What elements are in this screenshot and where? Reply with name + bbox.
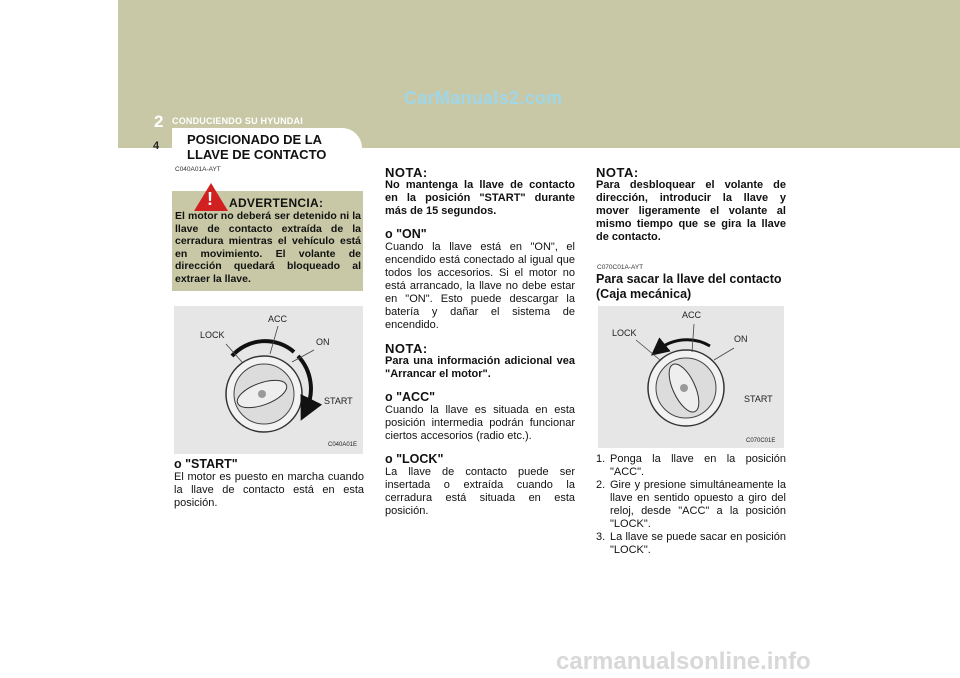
- nota1-title: NOTA:: [385, 165, 428, 180]
- chapter-title: CONDUCIENDO SU HYUNDAI: [172, 116, 303, 126]
- right-code: C070C01A-AYT: [597, 264, 644, 271]
- right-section-title-wrap: [596, 272, 786, 302]
- warning-icon: [194, 183, 228, 211]
- warning-icon-symbol: !: [207, 189, 213, 209]
- lock-body: La llave de contacto puede ser insertada o extraída cuando la cerradura está situada en esta posición.: [385, 466, 575, 517]
- warning-title: ADVERTENCIA:: [229, 196, 324, 210]
- fig2-code: C070C01E: [746, 438, 776, 444]
- nota2-body: Para una información adicional vea "Arrancar el motor".: [385, 355, 575, 380]
- step-text: Gire y presione simultáneamente la llave en sentido opuesto a giro del reloj, desde "ACC" a la posición "LOCK".: [610, 479, 786, 530]
- acc-body: Cuando la llave es situada en esta posición intermedia podrán funcionar ciertos accesorios (radio etc.).: [385, 404, 575, 442]
- right-text-top: [596, 166, 786, 244]
- chapter-number: 2: [154, 112, 164, 131]
- acc2-leader: [692, 324, 694, 352]
- fig2-label-acc: ACC: [682, 310, 702, 320]
- step-number: 3.: [596, 531, 606, 543]
- key-center: [258, 390, 266, 398]
- fig1-label-start: START: [324, 396, 353, 406]
- key2-center: [680, 384, 688, 392]
- step-item: [596, 453, 786, 479]
- step-text: Ponga la llave en la posición "ACC".: [610, 453, 786, 478]
- on2-leader: [714, 348, 734, 360]
- step-text: La llave se puede sacar en posición "LOCK".: [610, 531, 786, 556]
- nota2-title: NOTA:: [385, 341, 428, 356]
- middle-text-column: [385, 166, 575, 518]
- right-nota-body: Para desbloquear el volante de dirección, introducir la llave y mover ligeramente el volante al mismo tiempo que se gira la llave de contacto.: [596, 179, 786, 243]
- lock2-leader: [636, 340, 660, 360]
- fig2-label-lock: LOCK: [612, 328, 637, 338]
- ignition-figure-1: [174, 306, 363, 454]
- right-steps-column: [596, 453, 786, 557]
- fig1-label-lock: LOCK: [200, 330, 225, 340]
- lock-heading: o "LOCK": [385, 452, 444, 466]
- fig2-label-on: ON: [734, 334, 748, 344]
- warning-body: El motor no deberá ser detenido ni la llave de contacto extraída de la cerradura mientras el vehículo está en movimiento. El volante de dirección quedará bloqueado al extraer la llave.: [175, 210, 361, 285]
- acc-heading: o "ACC": [385, 390, 436, 404]
- top-watermark[interactable]: CarManuals2.com: [404, 88, 563, 108]
- fig2-label-start: START: [744, 394, 773, 404]
- step-number: 1.: [596, 453, 606, 465]
- steps-list: [596, 453, 786, 557]
- fig1-code: C040A01E: [328, 442, 358, 448]
- ignition-figure-2: [598, 306, 784, 448]
- right-section-title: Para sacar la llave del contacto (Caja mecánica): [596, 272, 782, 301]
- fig1-label-on: ON: [316, 337, 330, 347]
- start-heading: [174, 458, 364, 471]
- left-code: C040A01A-AYT: [175, 166, 221, 173]
- section-title-line1: POSICIONADO DE LA: [187, 132, 323, 147]
- nota1-body: No mantenga la llave de contacto en la posición "START" durante más de 15 segundos.: [385, 179, 575, 217]
- left-text-column: [174, 458, 364, 510]
- step-number: 2.: [596, 479, 606, 491]
- rotation-arc: [232, 341, 294, 356]
- bottom-watermark[interactable]: carmanualsonline.info: [556, 648, 811, 675]
- remove-arrow: [658, 340, 710, 350]
- start-body: El motor es puesto en marcha cuando la llave de contacto está en esta posición.: [174, 471, 364, 509]
- section-title: [187, 132, 357, 162]
- page-number: 4: [153, 140, 160, 152]
- on-body: Cuando la llave está en "ON", el encendido está conectado al igual que todos los accesorios. Si el motor no está arrancado, la llave no debe estar en "ON". Esto puede descargar la batería y dañar el sistema de encendido.: [385, 241, 575, 331]
- on-heading: o "ON": [385, 227, 427, 241]
- fig1-label-acc: ACC: [268, 314, 288, 324]
- start-heading-key: START: [191, 457, 232, 471]
- right-nota-title: NOTA:: [596, 165, 639, 180]
- start-heading-prefix: o ": [174, 457, 192, 471]
- step-item: [596, 531, 786, 557]
- step-item: [596, 479, 786, 531]
- section-title-line2: LLAVE DE CONTACTO: [187, 147, 327, 162]
- ignition-switch-drawing-1: [174, 306, 363, 454]
- start-heading-suffix: ": [231, 457, 238, 471]
